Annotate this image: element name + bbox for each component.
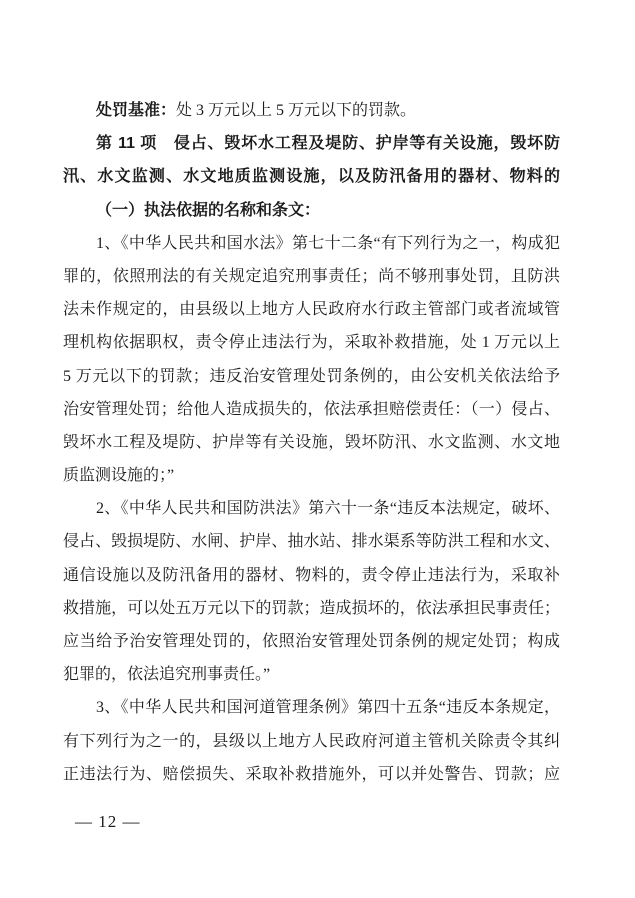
text-line	[63, 127, 560, 160]
bold-text-run: （一）执法依据的名称和条文：	[96, 201, 321, 219]
text-run: 毁坏水工程及堤防、护岸等有关设施，毁坏防汛、水文监测、水文地	[63, 433, 560, 451]
text-run: 罪的，依照刑法的有关规定追究刑事责任；尚不够刑事处罚，且防洪	[63, 267, 560, 285]
text-line	[63, 360, 560, 393]
text-run: 侵占、毁损堤防、水闸、护岸、抽水站、排水渠系等防洪工程和水文、	[63, 533, 560, 551]
text-run: 治安管理处罚；给他人造成损失的，依法承担赔偿责任：（一）侵占、	[63, 400, 560, 418]
text-run: 正违法行为、赔偿损失、采取补救措施外，可以并处警告、罚款；应	[63, 765, 560, 783]
text-run: 理机构依据职权，责令停止违法行为，采取补救措施，处 1 万元以上	[63, 334, 560, 352]
bold-text-run: 处罚基准：	[96, 102, 177, 119]
text-run: 应当给予治安管理处罚的，依照治安管理处罚条例的规定处罚；构成	[63, 633, 560, 650]
text-line	[63, 559, 560, 592]
text-line	[63, 326, 560, 359]
bold-text-run: 汛、水文监测、水文地质监测设施，以及防汛备用的器材、物料的	[63, 168, 560, 186]
text-run: 有下列行为之一的，县级以上地方人民政府河道主管机关除责令其纠	[63, 732, 560, 750]
text-line	[63, 592, 560, 625]
text-line	[63, 227, 560, 260]
text-line	[63, 691, 560, 724]
text-line	[63, 525, 560, 558]
text-line	[63, 459, 560, 492]
text-run: 5 万元以下的罚款；违反治安管理处罚条例的，由公安机关依法给予	[63, 367, 560, 385]
text-run: 1、《中华人民共和国水法》第七十二条“有下列行为之一，构成犯	[96, 234, 560, 252]
text-block	[63, 94, 560, 791]
text-run: 2、《中华人民共和国防洪法》第六十一条“违反本法规定，破坏、	[96, 500, 560, 518]
text-run: 处 3 万元以上 5 万元以下的罚款。	[176, 102, 417, 119]
text-run: 3、《中华人民共和国河道管理条例》第四十五条“违反本条规定，	[96, 699, 560, 717]
text-line	[63, 260, 560, 293]
text-run: 犯罪的，依法追究刑事责任。”	[63, 666, 271, 684]
text-run: 质监测设施的；”	[63, 467, 175, 485]
text-line	[63, 426, 560, 459]
text-run: 救措施，可以处五万元以下的罚款；造成损坏的，依法承担民事责任；	[63, 599, 560, 617]
text-line	[63, 94, 560, 127]
text-line	[63, 625, 560, 658]
text-line	[63, 492, 560, 525]
text-line	[63, 725, 560, 758]
text-line	[63, 194, 560, 227]
text-run: 法未作规定的，由县级以上地方人民政府水行政主管部门或者流域管	[63, 301, 560, 319]
text-run: 通信设施以及防汛备用的器材、物料的，责令停止违法行为，采取补	[63, 566, 560, 584]
page-number: — 12 —	[75, 812, 141, 831]
text-line	[63, 393, 560, 426]
bold-text-run: 第 11 项 侵占、毁坏水工程及堤防、护岸等有关设施，毁坏防	[96, 135, 560, 153]
text-line	[63, 758, 560, 791]
text-line	[63, 658, 560, 691]
text-line	[63, 293, 560, 326]
text-line	[63, 160, 560, 193]
